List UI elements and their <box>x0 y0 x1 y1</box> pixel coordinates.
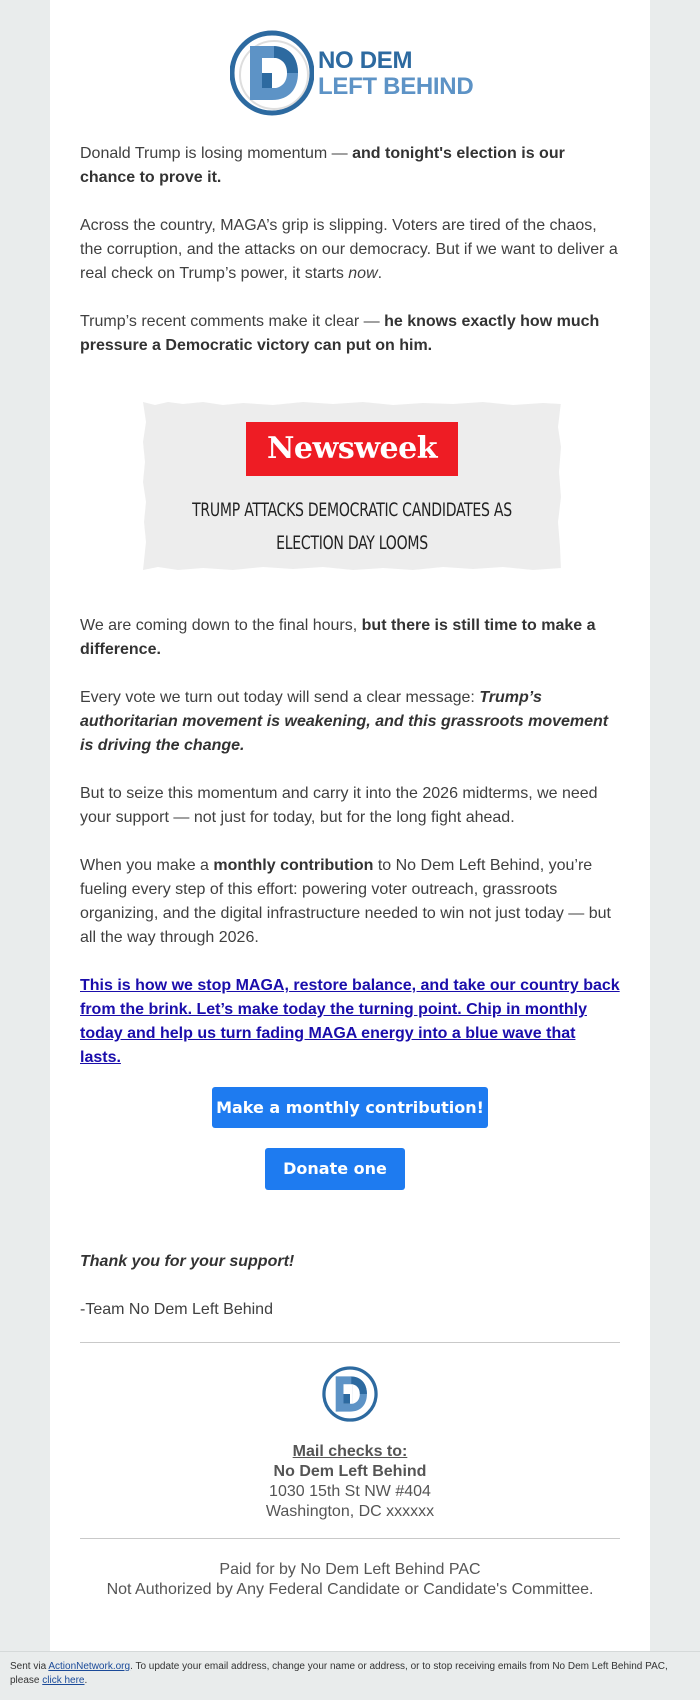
brand-logo <box>230 30 474 116</box>
thanks-text: Thank you for your support! <box>80 1253 295 1270</box>
email-card <box>50 0 650 1651</box>
logo-line1: NO DEM <box>318 47 413 74</box>
disclaimer-line2: Not Authorized by Any Federal Candidate or Candidate's Committee. <box>106 1581 594 1598</box>
disclaimer <box>80 1560 620 1600</box>
mail-street: 1030 15th St NW #404 <box>269 1483 431 1500</box>
donate-one-time-button[interactable]: Donate one time <box>265 1148 405 1190</box>
d-shield-icon <box>230 30 314 116</box>
cta-link[interactable]: This is how we stop MAGA, restore balance, and take our country back from the brink. Let’s make today the turning point. Chip in monthly today and help us turn fading MAGA energy into a blue wave that lasts. <box>80 977 620 1066</box>
actionnetwork-link[interactable]: ActionNetwork.org <box>48 1661 131 1672</box>
body-paragraph-6: But to seize this momentum and carry it into the 2026 midterms, we need your support — not just for today, but for the long fight ahead. <box>80 785 598 826</box>
mailing-address <box>80 1442 620 1522</box>
intro-paragraph-1: Donald Trump is losing momentum — and tonight's election is our chance to prove it. <box>80 145 565 186</box>
logo-line2: LEFT BEHIND <box>318 73 474 100</box>
body-paragraph-5: Every vote we turn out today will send a clear message: Trump’s authoritarian movement is weakening, and this grassroots movement is driving the change. <box>80 689 609 754</box>
newsweek-logo: Newsweek <box>246 422 458 476</box>
email-footer: Sent via ActionNetwork.org. To update your email address, change your name or address, or to stop receiving emails from No Dem Left Behind PAC, please click here. <box>0 1651 700 1700</box>
news-headline: TRUMP ATTACKS DEMOCRATIC CANDIDATES AS ELECTION DAY LOOMS <box>192 499 512 554</box>
disclaimer-line1: Paid for by No Dem Left Behind PAC <box>219 1561 481 1578</box>
mail-name: No Dem Left Behind <box>273 1463 427 1480</box>
monthly-contribution-button[interactable]: Make a monthly contribution! <box>212 1087 488 1128</box>
divider-2 <box>80 1538 620 1539</box>
unsubscribe-link[interactable]: click here <box>42 1675 85 1686</box>
news-headline-image[interactable] <box>143 402 561 570</box>
mail-heading: Mail checks to: <box>292 1443 408 1460</box>
divider-1 <box>80 1342 620 1343</box>
team-signature: -Team No Dem Left Behind <box>80 1301 273 1318</box>
mail-city: Washington, DC xxxxxx <box>265 1503 435 1520</box>
intro-paragraph-2: Across the country, MAGA’s grip is slipping. Voters are tired of the chaos, the corruption, and the attacks on our democracy. But if we want to deliver a real check on Trump’s power, it starts now. <box>80 217 618 282</box>
intro-paragraph-3: Trump’s recent comments make it clear — he knows exactly how much pressure a Democratic victory can put on him. <box>80 313 600 354</box>
small-logo-icon <box>322 1366 378 1422</box>
body-paragraph-7: When you make a monthly contribution to No Dem Left Behind, you’re fueling every step of this effort: powering voter outreach, grassroots organizing, and the digital infrastructure needed to win not just today — but all the way through 2026. <box>80 857 611 946</box>
body-paragraph-4: We are coming down to the final hours, but there is still time to make a difference. <box>80 617 596 658</box>
